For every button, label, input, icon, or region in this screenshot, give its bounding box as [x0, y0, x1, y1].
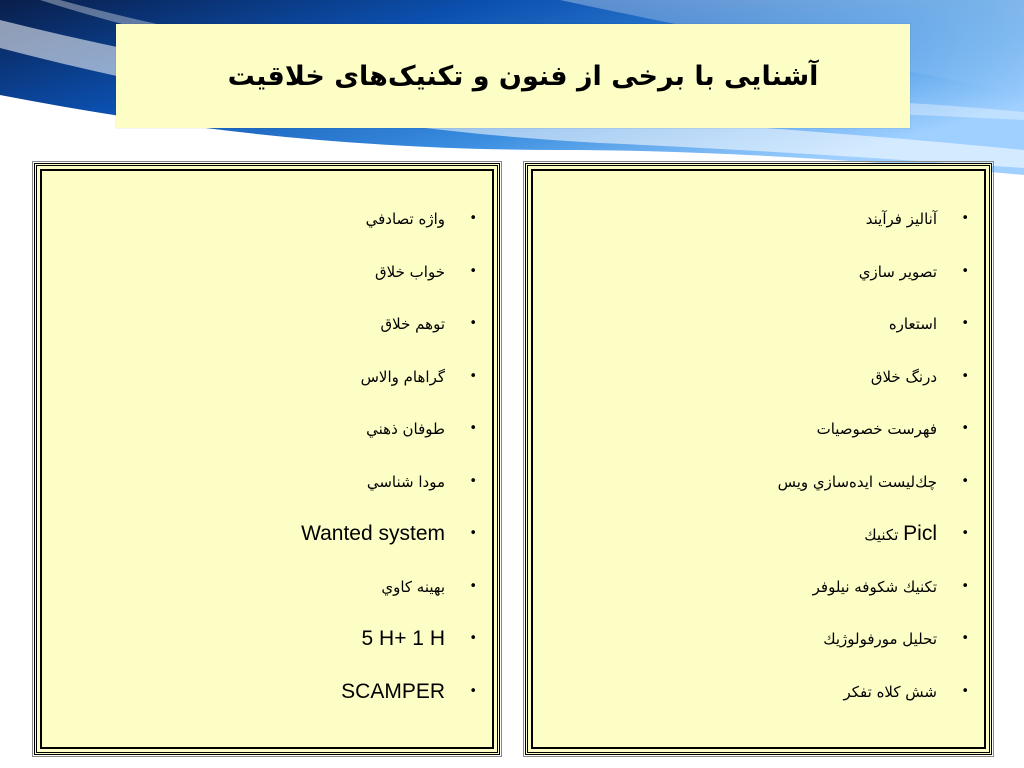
list-item-text: تكنيك شكوفه نيلوفر	[812, 577, 937, 596]
list-item	[301, 259, 477, 312]
title-box	[116, 24, 910, 128]
bullet-icon: •	[469, 526, 477, 541]
list-item	[301, 311, 477, 364]
list-item	[778, 521, 969, 574]
list-item-text: تصوير سازي	[858, 262, 937, 281]
list-item-text: خواب خلاق	[375, 262, 445, 281]
list-item	[301, 364, 477, 417]
list-item-text: توهم خلاق	[380, 315, 445, 333]
bullet-icon: •	[961, 316, 969, 331]
list-item-text: واژه تصادفي	[365, 210, 445, 228]
list-item-text: فهرست خصوصيات	[816, 420, 937, 438]
list-item	[301, 416, 477, 469]
list-item-text: شش كلاه تفكر	[843, 682, 937, 701]
list-item-text: گراهام والاس	[360, 367, 445, 386]
list-item-text: طوفان ذهني	[366, 420, 445, 438]
bullet-icon: •	[961, 683, 969, 699]
list-item-text-en: Picl	[903, 522, 937, 545]
bullet-icon: •	[469, 368, 477, 384]
list-item-text: آناليز فرآيند	[865, 210, 937, 228]
list-item-text: تحليل مورفولوژيك	[823, 630, 937, 648]
list-item-text	[864, 521, 937, 548]
list-item	[778, 206, 969, 259]
bullet-icon: •	[469, 316, 477, 331]
list-item	[778, 416, 969, 469]
list-item	[301, 679, 477, 732]
bullet-icon: •	[469, 421, 477, 436]
list-item-text: درنگ خلاق	[870, 367, 937, 386]
list-item	[778, 679, 969, 732]
list-item-text: بهينه كاوي	[381, 577, 445, 596]
left-list-panel	[34, 163, 500, 755]
list-item	[778, 259, 969, 312]
bullet-icon: •	[961, 473, 969, 489]
list-item	[778, 311, 969, 364]
list-item-text: SCAMPER	[341, 679, 445, 703]
bullet-icon: •	[961, 263, 969, 279]
list-item-text: استعاره	[888, 315, 937, 333]
list-item	[778, 574, 969, 627]
bullet-icon: •	[961, 421, 969, 436]
left-item-list	[301, 206, 477, 731]
list-item	[301, 626, 477, 679]
list-item	[301, 206, 477, 259]
list-item-text-fa: تكنيك	[864, 526, 899, 544]
bullet-icon: •	[961, 368, 969, 384]
list-item-text: Wanted system	[301, 522, 445, 545]
bullet-icon: •	[469, 631, 477, 646]
list-item	[777, 469, 969, 522]
bullet-icon: •	[469, 683, 477, 699]
slide-title: آشنايی با برخی از فنون و تکنیک‌های خلاقیت	[227, 60, 819, 92]
list-item-text: چك‌ليست ايده‌سازي ويس	[777, 472, 937, 491]
right-list-panel	[525, 163, 992, 755]
bullet-icon: •	[961, 211, 969, 226]
list-item	[778, 364, 969, 417]
bullet-icon: •	[961, 578, 969, 594]
list-item-text: 5 H+ 1 H	[361, 627, 445, 650]
bullet-icon: •	[961, 526, 969, 541]
right-item-list	[777, 206, 969, 731]
list-item-text: مودا شناسي	[366, 472, 445, 491]
list-item	[301, 469, 477, 522]
bullet-icon: •	[469, 211, 477, 226]
bullet-icon: •	[469, 578, 477, 594]
bullet-icon: •	[469, 263, 477, 279]
list-item	[301, 521, 477, 574]
list-item	[301, 574, 477, 627]
bullet-icon: •	[469, 473, 477, 489]
list-item	[778, 626, 969, 679]
bullet-icon: •	[961, 631, 969, 646]
